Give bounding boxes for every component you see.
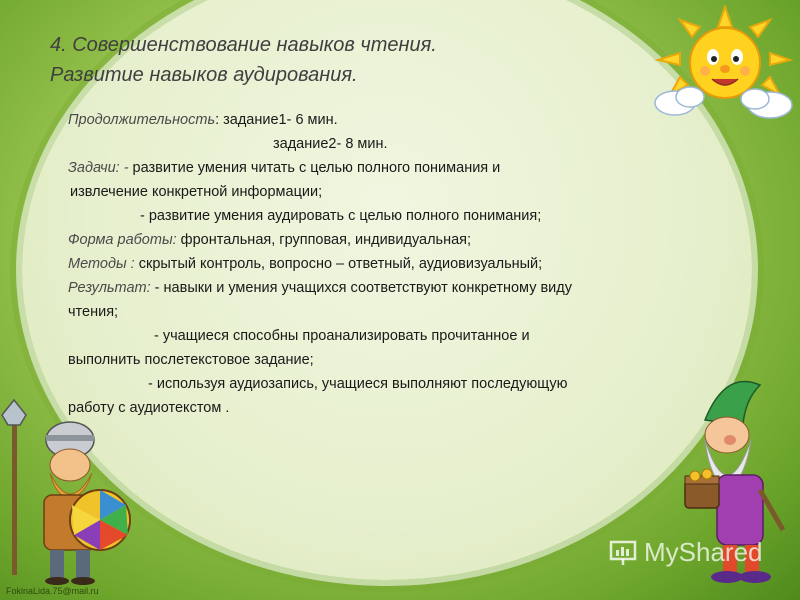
result-line-5 bbox=[68, 372, 708, 396]
methods-text: скрытый контроль, вопросно – ответный, аудиовизуальный; bbox=[134, 256, 543, 272]
duration-line bbox=[68, 108, 708, 132]
result-text-2: чтения; bbox=[68, 304, 119, 320]
result-label: Результат: bbox=[68, 280, 151, 296]
result-text-3: - учащиеся способны проанализировать прочитанное и bbox=[154, 328, 530, 344]
methods-line bbox=[68, 252, 708, 276]
author-email: FokinaLida.75@mail.ru bbox=[6, 586, 99, 596]
result-text-5: - используя аудиозапись, учащиеся выполняют последующую bbox=[148, 376, 568, 392]
form-text: фронтальная, групповая, индивидуальная; bbox=[176, 232, 472, 248]
duration-line-2 bbox=[68, 132, 708, 156]
form-label: Форма работы: bbox=[68, 232, 177, 248]
tasks-line-3 bbox=[68, 204, 708, 228]
result-line-6 bbox=[68, 396, 708, 420]
result-text-4: выполнить послетекстовое задание; bbox=[68, 352, 314, 368]
form-line bbox=[68, 228, 708, 252]
duration-value-1: : задание1- 6 мин. bbox=[215, 112, 338, 128]
result-line-2 bbox=[68, 300, 708, 324]
result-line-4 bbox=[68, 348, 708, 372]
result-text-1: - навыки и умения учащихся соответствуют конкретному виду bbox=[150, 280, 572, 296]
title-line-2: Развитие навыков аудирования. bbox=[50, 64, 358, 86]
tasks-label: Задачи: - bbox=[68, 160, 129, 176]
tasks-line bbox=[68, 156, 708, 180]
knight-illustration bbox=[0, 395, 140, 585]
result-line bbox=[68, 276, 708, 300]
presentation-icon bbox=[608, 538, 638, 568]
watermark-text: MyShared bbox=[644, 537, 763, 567]
methods-label: Методы : bbox=[68, 256, 135, 272]
duration-value-2: задание2- 8 мин. bbox=[273, 136, 388, 152]
duration-label: Продолжительность bbox=[68, 112, 216, 128]
watermark bbox=[608, 537, 763, 568]
title-line-1: 4. Совершенствование навыков чтения. bbox=[50, 34, 437, 56]
result-text-6: работу с аудиотекстом . bbox=[68, 400, 230, 416]
tasks-text-2: извлечение конкретной информации; bbox=[70, 184, 323, 200]
tasks-text-1: развитие умения читать с целью полного понимания и bbox=[128, 160, 501, 176]
slide-title bbox=[50, 30, 610, 90]
lesson-details bbox=[68, 108, 708, 420]
result-line-3 bbox=[68, 324, 708, 348]
tasks-line-2 bbox=[68, 180, 708, 204]
tasks-text-3: - развитие умения аудировать с целью полного понимания; bbox=[140, 208, 542, 224]
